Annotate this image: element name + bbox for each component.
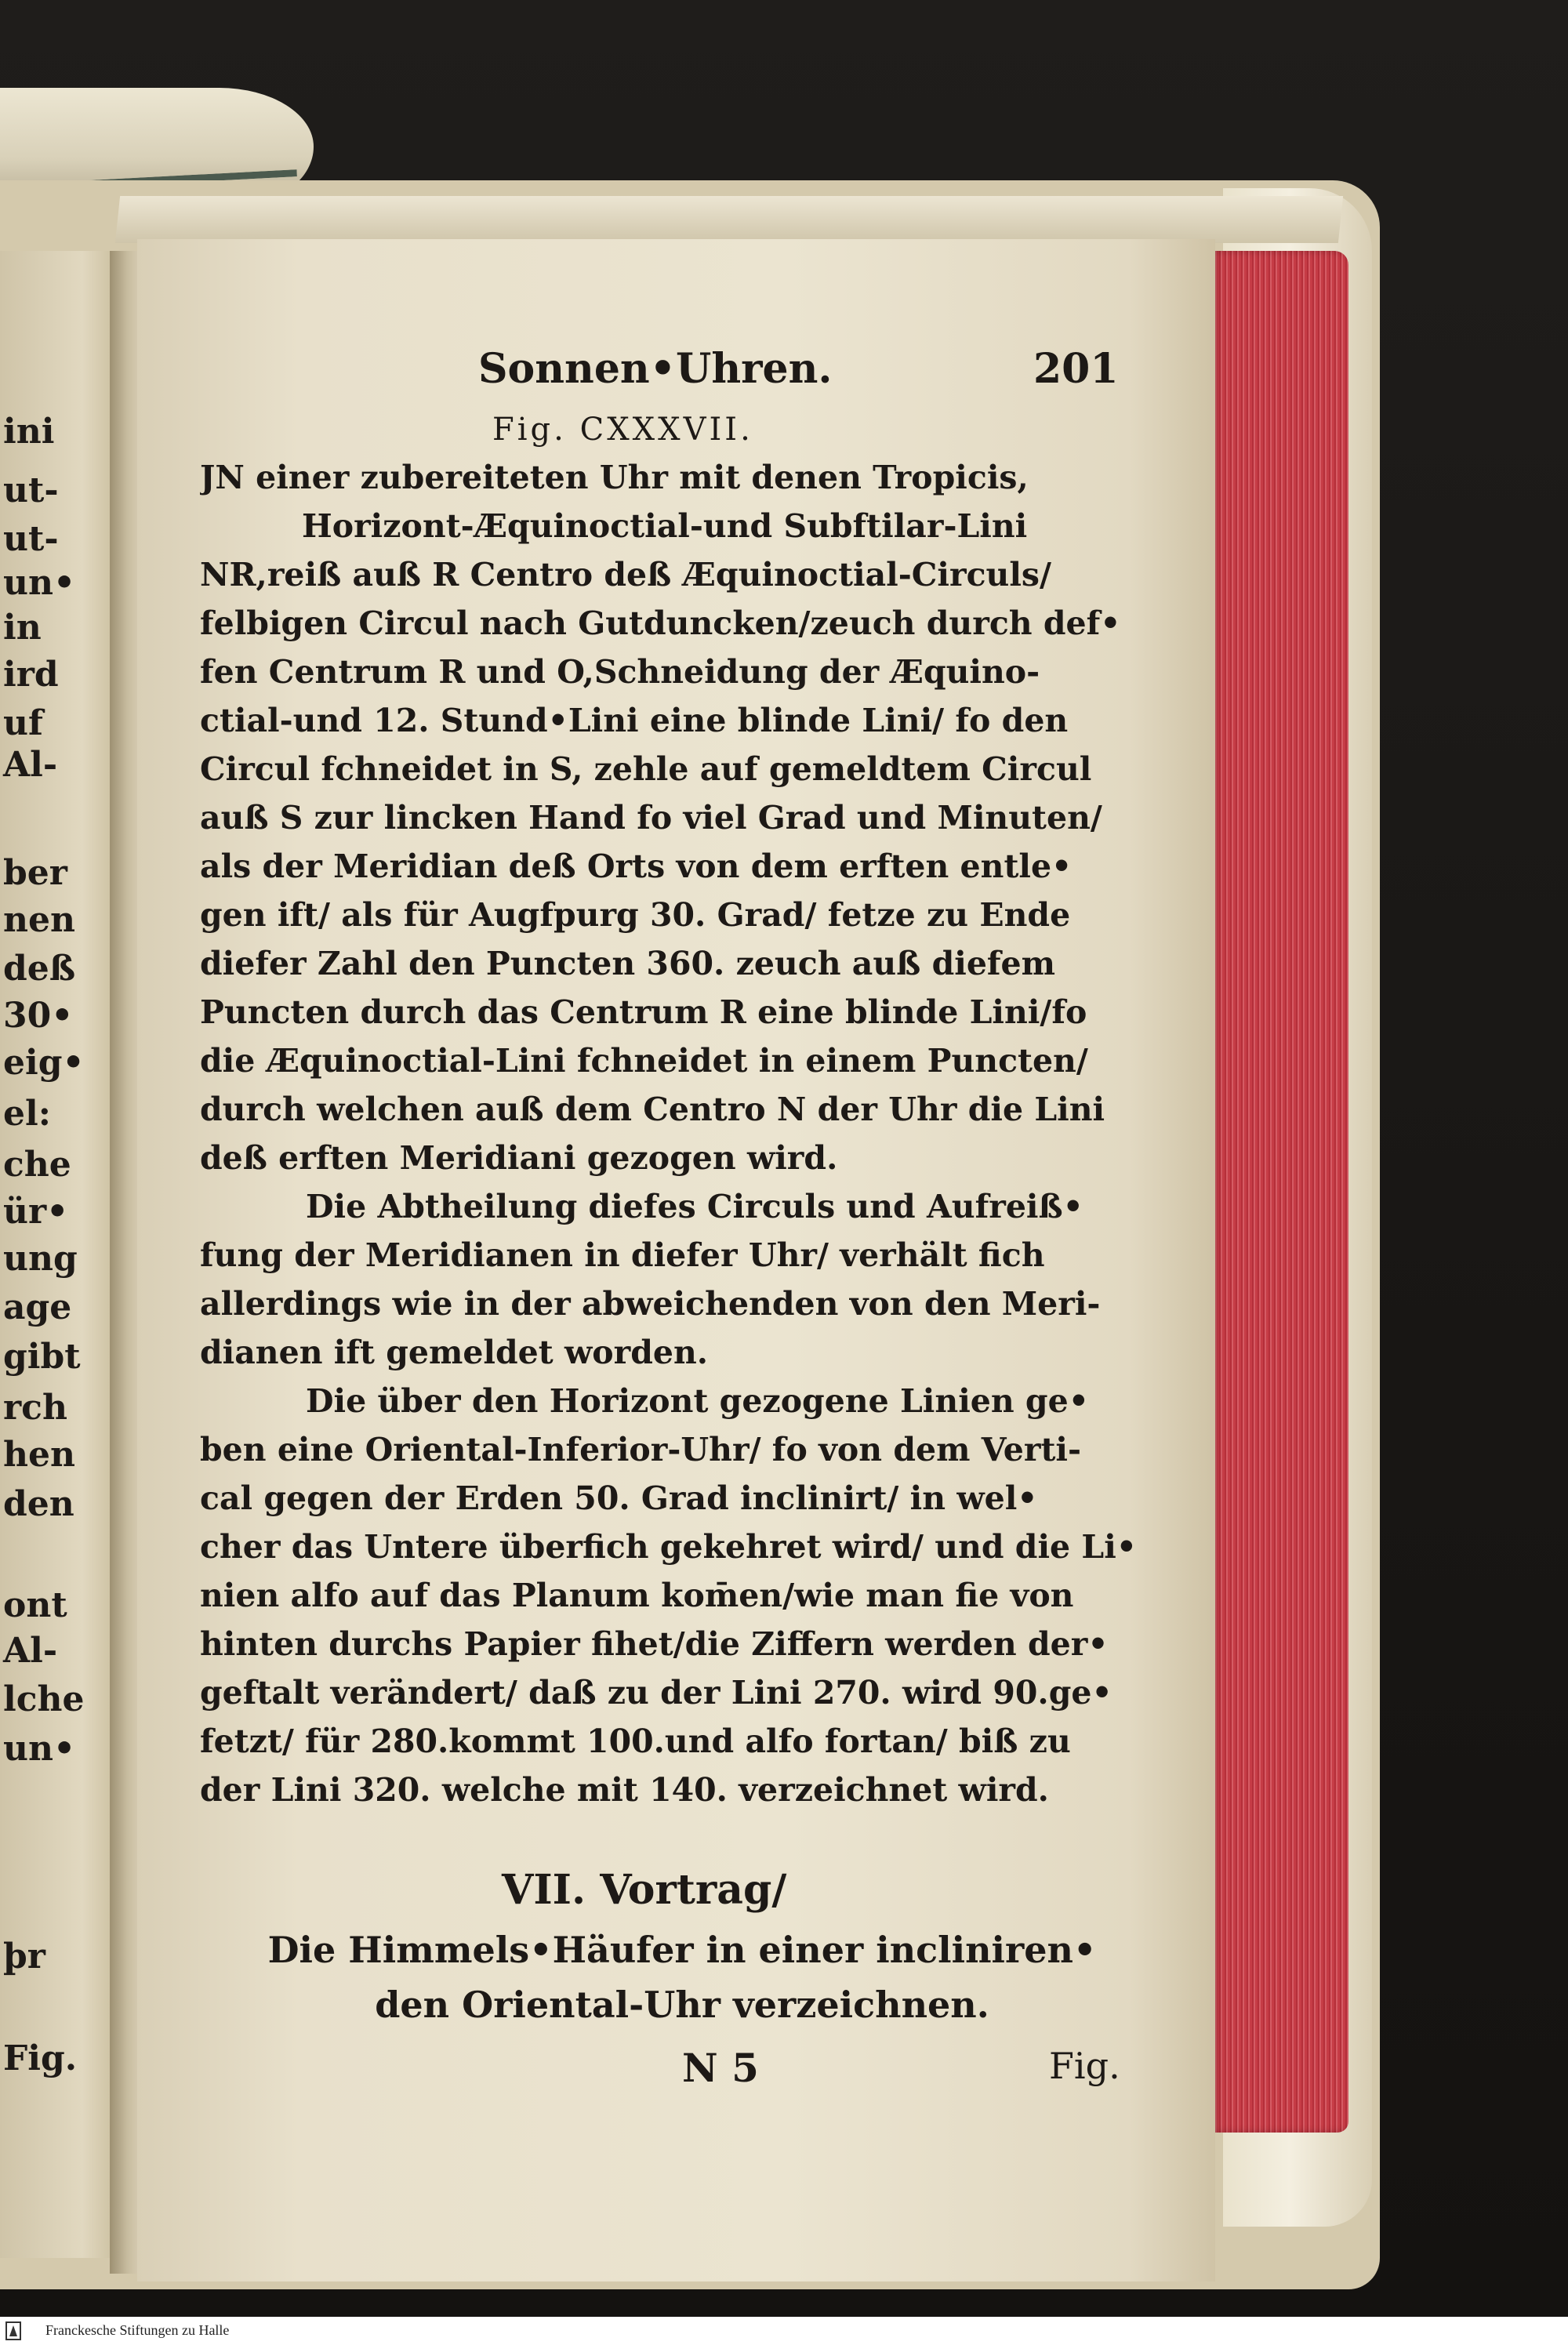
left-page-fragment: hen — [3, 1435, 75, 1475]
text-line: gen ift/ als für Augfpurg 30. Grad/ fetze zu Ende — [200, 896, 1071, 934]
left-page-fragment: rch — [3, 1388, 67, 1428]
text-line: ctial-und 12. Stund•Lini eine blinde Lini/ fo den — [200, 702, 1069, 739]
text-line: Horizont-Æquinoctial-und Subftilar-Lini — [302, 507, 1028, 545]
text-line: JN einer zubereiteten Uhr mit denen Tropicis, — [200, 459, 1029, 496]
text-line: die Æquinoctial-Lini fchneidet in einem Puncten/ — [200, 1042, 1088, 1080]
left-page-fragment: el: — [3, 1094, 51, 1134]
body-text — [200, 453, 1137, 1814]
text-line: auß S zur lincken Hand fo viel Grad und Minuten/ — [200, 799, 1102, 837]
left-page-fragment: ini — [3, 412, 55, 452]
left-page-fragment: ut- — [3, 519, 59, 559]
section-title-line: den Oriental-Uhr verzeichnen. — [375, 1984, 989, 2026]
text-line: cher das Untere überfich gekehret wird/ und die Li• — [200, 1528, 1137, 1566]
text-line: fung der Meridianen in diefer Uhr/ verhält fich — [200, 1236, 1045, 1274]
section-title — [212, 1922, 1152, 2032]
text-line: Circul fchneidet in S, zehle auf gemeldtem Circul — [200, 750, 1092, 788]
left-page-fragment: deß — [3, 949, 76, 989]
left-page-fragment: ung — [3, 1239, 78, 1279]
text-line: ben eine Oriental-Inferior-Uhr/ fo von dem Verti- — [200, 1431, 1081, 1468]
left-page-fragment: un• — [3, 1729, 76, 1769]
text-line: durch welchen auß dem Centro N der Uhr die Lini — [200, 1091, 1105, 1128]
section-heading: VII. Vortrag/ — [502, 1866, 787, 1914]
left-page-fragment: 30• — [3, 996, 74, 1036]
text-line: NR,reiß auß R Centro deß Æquinoctial-Circuls/ — [200, 556, 1051, 594]
left-page-fragment: eig• — [3, 1043, 85, 1083]
institution-credit: Franckesche Stiftungen zu Halle — [45, 2322, 230, 2338]
left-page-fragment: Fig. — [3, 2038, 78, 2078]
text-line: fen Centrum R und O,Schneidung der Æquino- — [200, 653, 1040, 691]
text-line: fetzt/ für 280.kommt 100.und alfo fortan/ biß zu — [200, 1722, 1071, 1760]
text-line: deß erften Meridiani gezogen wird. — [200, 1139, 838, 1177]
left-page-fragment: gibt — [3, 1337, 81, 1377]
left-page-fragment: uf — [3, 703, 43, 743]
text-line: Die Abtheilung diefes Circuls und Aufreiß• — [306, 1188, 1083, 1225]
left-page-fragment: ont — [3, 1585, 67, 1625]
left-page-fragment: nen — [3, 900, 75, 940]
section-title-line: Die Himmels•Häufer in einer incliniren• — [267, 1929, 1097, 1971]
text-line: diefer Zahl den Puncten 360. zeuch auß diefem — [200, 945, 1056, 982]
page-block-top-edge — [115, 196, 1343, 243]
left-page-fragment: age — [3, 1287, 72, 1327]
institution-logo-icon — [5, 2321, 39, 2341]
text-line: geftalt verändert/ daß zu der Lini 270. wird 90.ge• — [200, 1674, 1112, 1712]
text-line: der Lini 320. welche mit 140. verzeichnet wird. — [200, 1771, 1049, 1809]
left-page-fragment: Al- — [3, 745, 58, 785]
running-title: Sonnen•Uhren. — [478, 345, 833, 393]
left-page-fragment: un• — [3, 563, 76, 603]
left-page-fragment: ut- — [3, 470, 59, 510]
left-page-fragment: in — [3, 608, 42, 648]
signature-mark: N 5 — [682, 2045, 759, 2091]
catchword: Fig. — [1049, 2045, 1120, 2087]
left-page-fragment: Al- — [3, 1631, 58, 1671]
left-page-fragment: ür• — [3, 1192, 69, 1232]
text-line: Die über den Horizont gezogene Linien ge• — [306, 1382, 1089, 1420]
left-page-fragment: den — [3, 1484, 74, 1524]
footer-strip — [0, 2317, 1568, 2345]
text-line: Puncten durch das Centrum R eine blinde Lini/fo — [200, 993, 1087, 1031]
text-line: als der Meridian deß Orts von dem erften entle• — [200, 848, 1073, 885]
page-number: 201 — [1033, 345, 1119, 393]
left-page-fragment: þr — [3, 1937, 45, 1977]
left-page-fragment: ird — [3, 655, 59, 695]
text-line: hinten durchs Papier fihet/die Ziffern werden der• — [200, 1625, 1109, 1663]
figure-label: Fig. CXXXVII. — [492, 412, 753, 448]
text-line: nien alfo auf das Planum kom̄en/wie man fie von — [200, 1577, 1074, 1614]
text-line: felbigen Circul nach Gutduncken/zeuch durch def• — [200, 604, 1121, 642]
text-line: dianen ift gemeldet worden. — [200, 1334, 709, 1371]
left-page-fragment: ber — [3, 853, 67, 893]
text-line: allerdings wie in der abweichenden von den Meri- — [200, 1285, 1101, 1323]
left-page-fragment: lche — [3, 1679, 85, 1719]
left-page-fragment: che — [3, 1145, 71, 1185]
red-page-edges — [1211, 251, 1348, 2133]
text-line: cal gegen der Erden 50. Grad inclinirt/ in wel• — [200, 1479, 1038, 1517]
